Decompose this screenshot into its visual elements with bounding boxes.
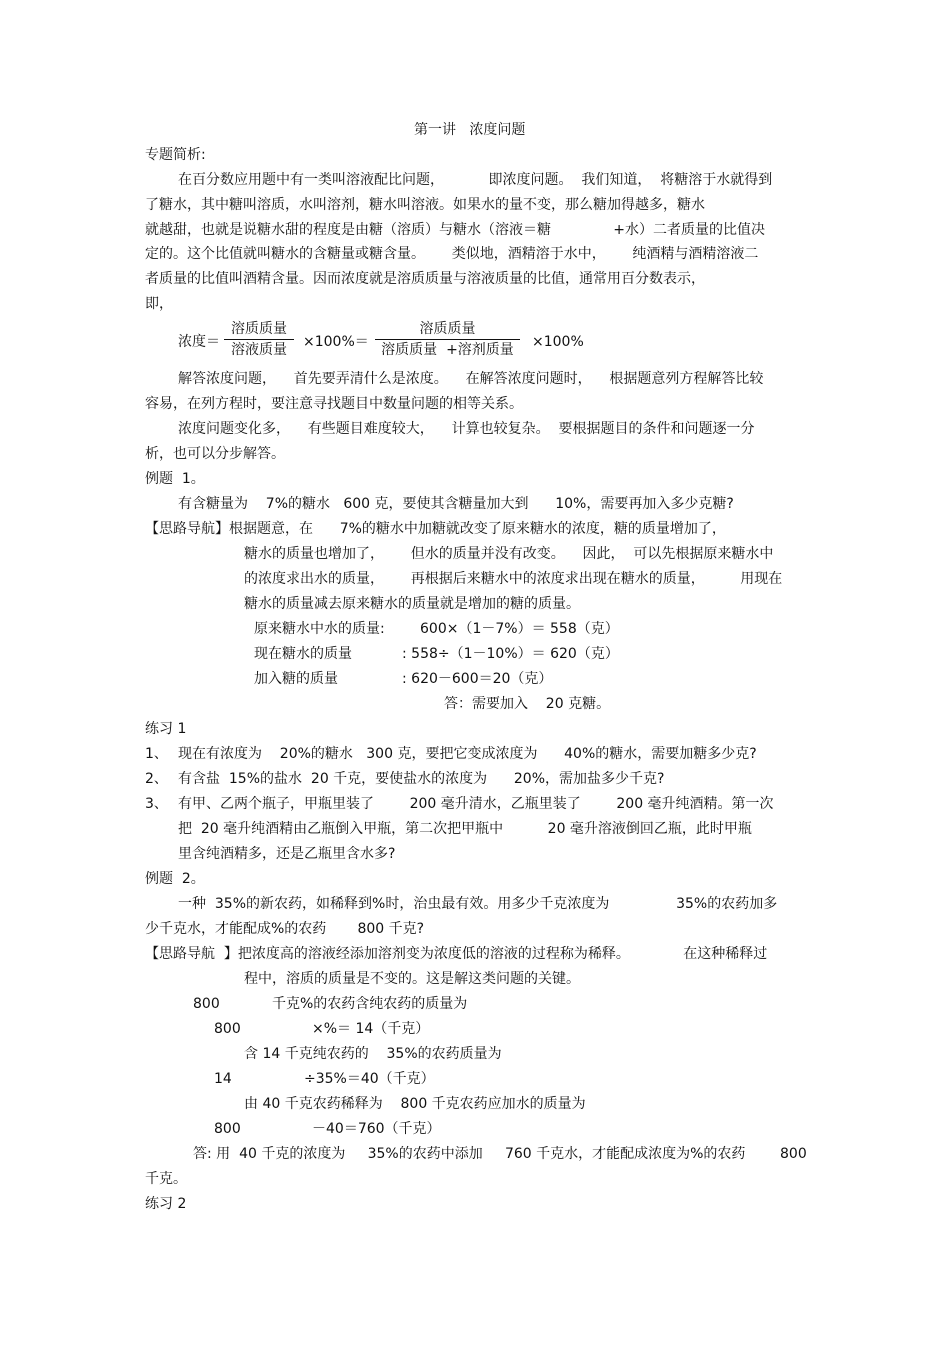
step-4-text: ÷35%＝40（千克） [304, 1071, 435, 1087]
step-4-value: 14 [214, 1071, 232, 1087]
formula-lhs: 浓度＝ [178, 334, 220, 350]
practice-1-q3-line-2: 把 20 毫升纯酒精由乙瓶倒入甲瓶，第二次把甲瓶中 20 毫升溶液倒回乙瓶，此时甲瓶 [178, 821, 752, 837]
practice-1-q1-number: 1、 [145, 746, 168, 762]
step-3-text: 含 14 千克纯农药的 35%的农药质量为 [244, 1046, 502, 1062]
practice-1-q3-line-3: 里含纯酒精多，还是乙瓶里含水多? [178, 846, 396, 862]
example-2-answer-value: 800 [780, 1146, 807, 1162]
example-1-question: 有含糖量为 7%的糖水 600 克，要使其含糖量加大到 10%，需要再加入多少克糖? [178, 496, 734, 512]
fraction-1-bar [224, 339, 294, 340]
page-title: 第一讲 浓度问题 [414, 122, 526, 138]
step-2-value: 800 [214, 1021, 241, 1037]
intro-line-2: 了糖水，其中糖叫溶质，水叫溶剂，糖水叫溶液。如果水的量不变，那么糖加得越多，糖水 [145, 197, 705, 213]
practice-1-q1: 现在有浓度为 20%的糖水 300 克，要把它变成浓度为 40%的糖水，需要加糖多少克? [178, 746, 757, 762]
intro-line-5: 者质量的比值叫酒精含量。因而浓度就是溶质质量与溶液质量的比值，通常用百分数表示， [145, 271, 705, 287]
practice-1-q2-number: 2、 [145, 771, 168, 787]
practice-1-q2: 有含盐 15%的盐水 20 千克，要使盐水的浓度为 20%，需加盐多少千克? [178, 771, 665, 787]
formula-middle: ×100%＝ [303, 334, 369, 350]
step-1-value: 800 [193, 996, 220, 1012]
example-2-question-line-1: 一种 35%的新农药，如稀释到%时，治虫最有效。用多少千克浓度为 35%的农药加多 [178, 896, 778, 912]
formula-rhs: ×100% [532, 334, 584, 350]
example-2-label: 例题 2。 [145, 871, 205, 887]
intro-line-6: 即， [145, 296, 173, 312]
para3-line-2: 析，也可以分步解答。 [145, 446, 285, 462]
formula-fraction-2 [375, 320, 520, 359]
practice-1-q3-line-1: 有甲、乙两个瓶子，甲瓶里装了 200 毫升清水，乙瓶里装了 200 毫升纯酒精。第一次 [178, 796, 774, 812]
step-5-text: 由 40 千克农药稀释为 800 千克农药应加水的质量为 [244, 1096, 586, 1112]
example-1-answer: 答：需要加入 20 克糖。 [444, 696, 611, 712]
para2-line-1: 解答浓度问题， 首先要弄清什么是浓度。 在解答浓度问题时， 根据题意列方程解答比较 [178, 371, 764, 387]
step-1-text: 千克%的农药含纯农药的质量为 [272, 996, 468, 1012]
step-6-value: 800 [214, 1121, 241, 1137]
calc-1-label: 原来糖水中水的质量: [254, 621, 385, 637]
calc-1-expression: 600×（1－7%）＝ 558（克） [420, 621, 619, 637]
intro-line-4: 定的。这个比值就叫糖水的含糖量或糖含量。 类似地，酒精溶于水中， 纯酒精与酒精溶液二 [145, 246, 759, 262]
example-2-answer-line-1: 答: 用 40 千克的浓度为 35%的农药中添加 760 千克水，才能配成浓度为%的农药 [193, 1146, 746, 1162]
example-1-guide-line-1: 【思路导航】根据题意，在 7%的糖水中加糖就改变了原来糖水的浓度，糖的质量增加了， [145, 521, 726, 537]
example-2-answer-line-2: 千克。 [145, 1171, 187, 1187]
intro-line-1: 在百分数应用题中有一类叫溶液配比问题， 即浓度问题。 我们知道， 将糖溶于水就得到 [178, 172, 773, 188]
fraction-2-numerator: 溶质质量 [419, 321, 476, 337]
calc-3-expression: : 620－600＝20（克） [402, 671, 553, 687]
example-1-label: 例题 1。 [145, 471, 205, 487]
formula-fraction-1 [224, 320, 294, 359]
example-1-guide-line-4: 糖水的质量减去原来糖水的质量就是增加的糖的质量。 [244, 596, 580, 612]
example-1-guide-line-3: 的浓度求出水的质量， 再根据后来糖水中的浓度求出现在糖水的质量， 用现在 [244, 571, 783, 587]
calc-2-expression: : 558÷（1－10%）＝ 620（克） [402, 646, 619, 662]
practice-2-label: 练习 2 [145, 1196, 187, 1212]
example-2-guide-line-2: 程中，溶质的质量是不变的。这是解这类问题的关键。 [244, 971, 580, 987]
practice-1-q3-number: 3、 [145, 796, 168, 812]
example-2-guide-line-1: 【思路导航 】把浓度高的溶液经添加溶剂变为浓度低的溶液的过程称为稀释。 在这种稀释过 [145, 946, 768, 962]
step-2-text: ×%＝ 14（千克） [312, 1021, 430, 1037]
para3-line-1: 浓度问题变化多， 有些题目难度较大， 计算也较复杂。 要根据题目的条件和问题逐一分 [178, 421, 755, 437]
calc-2-label: 现在糖水的质量 [254, 646, 352, 662]
calc-3-label: 加入糖的质量 [254, 671, 338, 687]
example-2-question-line-2: 少千克水，才能配成%的农药 800 千克? [145, 921, 425, 937]
section-label: 专题简析: [145, 147, 206, 163]
intro-line-3: 就越甜，也就是说糖水甜的程度是由糖（溶质）与糖水（溶液＝糖 +水）二者质量的比值决 [145, 222, 766, 238]
step-6-text: －40＝760（千克） [312, 1121, 441, 1137]
example-1-guide-line-2: 糖水的质量也增加了， 但水的质量并没有改变。 因此， 可以先根据原来糖水中 [244, 546, 774, 562]
fraction-2-denominator: 溶质质量 +溶剂质量 [381, 342, 514, 358]
fraction-2-bar [375, 339, 520, 340]
practice-1-label: 练习 1 [145, 721, 187, 737]
para2-line-2: 容易，在列方程时，要注意寻找题目中数量问题的相等关系。 [145, 396, 523, 412]
fraction-1-numerator: 溶质质量 [231, 321, 287, 337]
fraction-1-denominator: 溶液质量 [231, 342, 287, 358]
